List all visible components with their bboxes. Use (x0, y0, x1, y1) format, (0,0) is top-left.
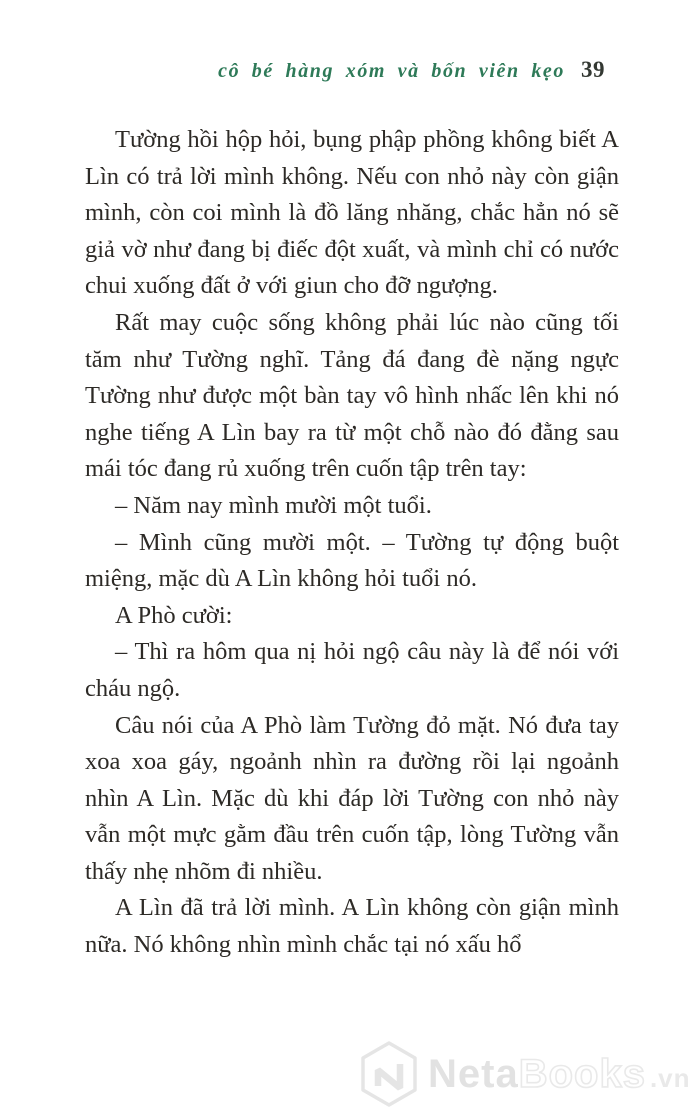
netabooks-hexagon-logo-icon (358, 1040, 420, 1108)
paragraph: Câu nói của A Phò làm Tường đỏ mặt. Nó đưa tay xoa xoa gáy, ngoảnh nhìn ra đường rồi lại ngoảnh nhìn A Lìn. Mặc dù khi đáp lời Tường con nhỏ này vẫn một mực gằm đầu trên cuốn tập, lòng Tường vẫn thấy nhẹ nhõm đi nhiều. (85, 711, 619, 885)
paragraph: – Mình cũng mười một. – Tường tự động buột miệng, mặc dù A Lìn không hỏi tuổi nó. (85, 528, 619, 593)
page-number: 39 (581, 57, 605, 82)
paragraph: A Phò cười: (115, 601, 233, 629)
paragraph: Rất may cuộc sống không phải lúc nào cũng tối tăm như Tường nghĩ. Tảng đá đang đè nặng ngực Tường như được một bàn tay vô hình nhấc lên khi nó nghe tiếng A Lìn bay ra từ một chỗ nào đó đằng sau mái tóc đang rủ xuống trên cuốn tập trên tay: (85, 308, 619, 483)
body-text-column (85, 122, 619, 964)
running-header (218, 57, 605, 83)
wordmark-neta: Neta (428, 1052, 519, 1096)
netabooks-watermark (358, 1040, 691, 1108)
paragraph: A Lìn đã trả lời mình. A Lìn không còn giận mình nữa. Nó không nhìn mình chắc tại nó xấu hổ (85, 894, 619, 959)
paragraph: – Năm nay mình mười một tuổi. (115, 491, 432, 519)
wordmark-books: Books (518, 1052, 646, 1096)
chapter-title: cô bé hàng xóm và bốn viên kẹo (218, 60, 565, 82)
netabooks-wordmark (428, 1054, 691, 1094)
wordmark-tld: .vn (649, 1063, 691, 1093)
paragraph: – Thì ra hôm qua nị hỏi ngộ câu này là để nói với cháu ngộ. (85, 638, 619, 702)
paragraph: Tường hồi hộp hỏi, bụng phập phồng không biết A Lìn có trả lời mình không. Nếu con nhỏ này còn giận mình, còn coi mình là đồ lăng nhăng, chắc hẳn nó sẽ giả vờ như đang bị điếc đột xuất, và mình chỉ có nước chui xuống đất ở với giun cho đỡ ngượng. (85, 126, 619, 300)
